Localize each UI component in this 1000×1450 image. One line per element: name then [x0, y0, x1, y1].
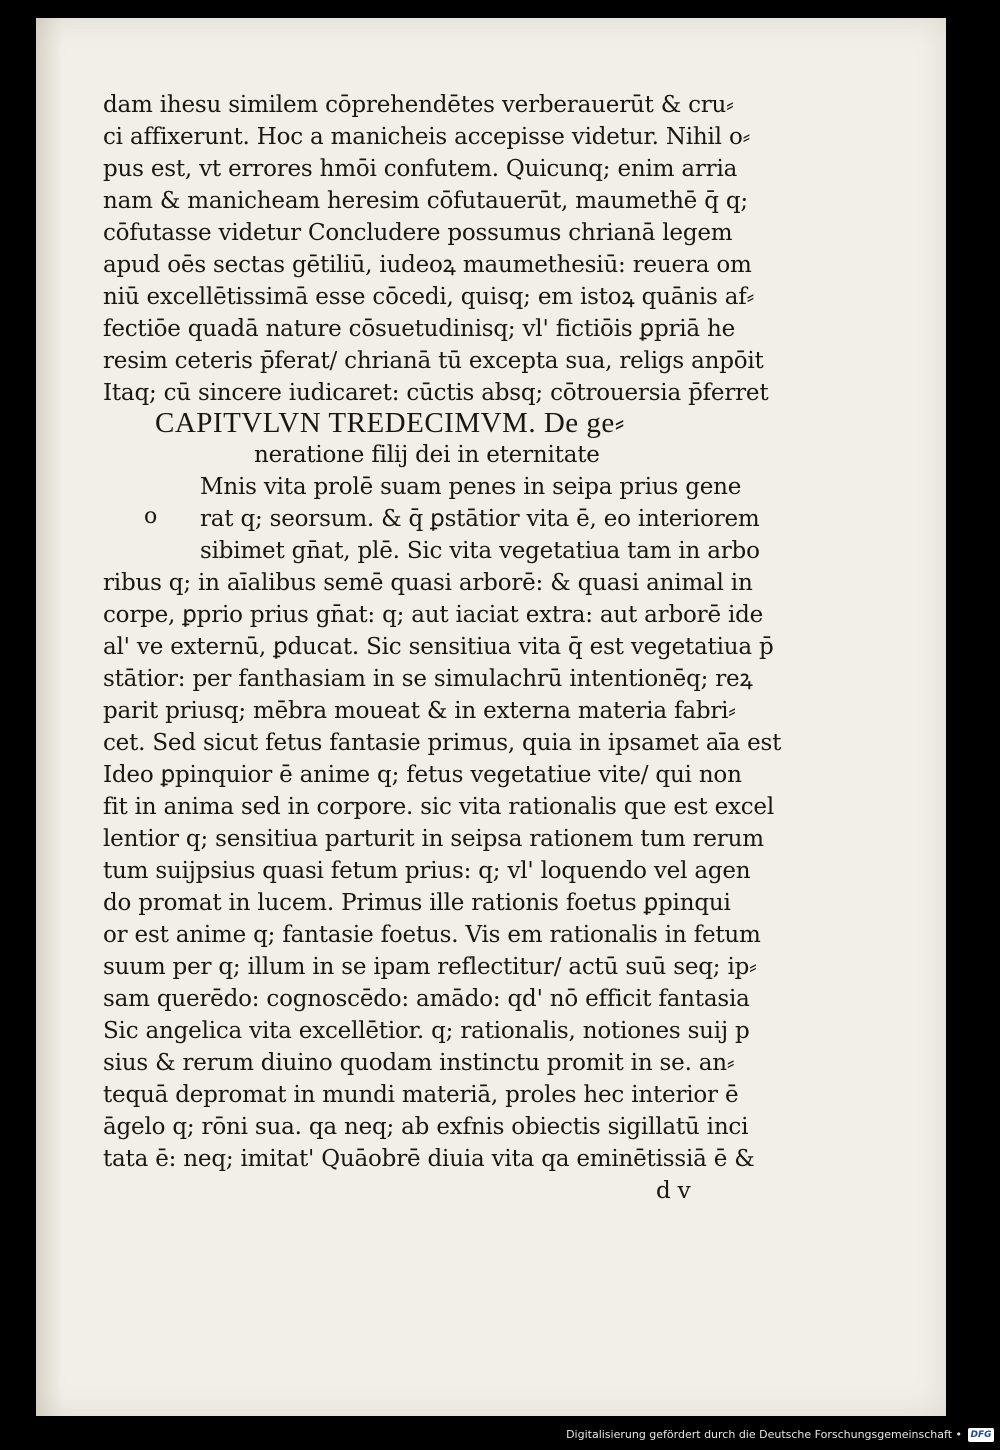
text-line: or est anime q; fantasie foetus. Vis em rationalis in fetum [103, 922, 761, 948]
page-text-block [36, 18, 946, 1416]
text-line: ci affixerunt. Hoc a manicheis accepisse videtur. Nihil o⸗ [103, 124, 751, 150]
text-line: Mnis vita prolē suam penes in seipa prius gene [200, 474, 742, 500]
text-line: nam & manicheam heresim cōfutauerūt, maumethē q̄ q; [103, 188, 748, 214]
text-line: resim ceteris p̄ferat/ chrianā tū excepta sua, religs anpōit [103, 348, 764, 374]
text-line: dam ihesu similem cōprehendētes verberauerūt & cru⸗ [103, 92, 734, 118]
text-line: fectiōe quadā nature cōsuetudinisq; vl' fictiōis ꝑpriā he [103, 316, 736, 342]
text-line: Sic angelica vita excellētior. q; rationalis, notiones suij p [103, 1018, 750, 1044]
dfg-logo-text: DFG [970, 1430, 992, 1440]
dfg-logo-icon [968, 1428, 994, 1442]
text-line: fit in anima sed in corpore. sic vita rationalis que est excel [103, 794, 774, 820]
footer-bar [0, 1424, 1000, 1450]
text-line: apud oēs sectas gētiliū, iudeoꝝ maumethesiū: reuera om [103, 252, 752, 278]
text-line: rat q; seorsum. & q̄ ꝑstātior vita ē, eo interiorem [200, 506, 760, 532]
text-line: Ideo ꝑpinquior ē anime q; fetus vegetatiue vite/ qui non [103, 762, 742, 788]
text-line: pus est, vt errores hmōi confutem. Quicunq; enim arria [103, 156, 738, 182]
text-line: sibimet gn̄at, plē. Sic vita vegetatiua tam in arbo [200, 538, 760, 564]
text-line: sam querēdo: cognoscēdo: amādo: qd' nō efficit fantasia [103, 986, 750, 1012]
book-page [36, 18, 946, 1416]
text-line: ribus q; in aīalibus semē quasi arborē: & quasi animal in [103, 570, 753, 596]
text-line: lentior q; sensitiua parturit in seipsa rationem tum rerum [103, 826, 764, 852]
text-line: al' ve externū, ꝑducat. Sic sensitiua vita q̄ est vegetatiua p̄ [103, 634, 774, 660]
text-line: suum per q; illum in se ipam reflectitur/ actū suū seq; ip⸗ [103, 954, 757, 980]
signature-mark: d v [656, 1178, 691, 1204]
chapter-heading: CAPITVLVN TREDECIMVM. De ge⸗ [155, 407, 625, 439]
text-line: tum suijpsius quasi fetum prius: q; vl' loquendo vel agen [103, 858, 751, 884]
text-line: niū excellētissimā esse cōcedi, quisq; em istoꝝ quānis af⸗ [103, 284, 755, 310]
text-line: Itaq; cū sincere iudicaret: cūctis absq; cōtrouersia p̄ferret [103, 380, 769, 406]
initial-guide-letter: o [144, 504, 158, 529]
text-line: sius & rerum diuino quodam instinctu promit in se. an⸗ [103, 1050, 735, 1076]
text-line: parit priusq; mēbra moueat & in externa materia fabri⸗ [103, 698, 736, 724]
text-line: tequā depromat in mundi materiā, proles hec interior ē [103, 1082, 739, 1108]
footer-credit: Digitalisierung gefördert durch die Deutsche Forschungsgemeinschaft • [566, 1428, 962, 1441]
text-line: cōfutasse videtur Concludere possumus chrianā legem [103, 220, 733, 246]
text-line: do promat in lucem. Primus ille rationis foetus ꝑpinqui [103, 890, 731, 916]
text-line: cet. Sed sicut fetus fantasie primus, quia in ipsamet aīa est [103, 730, 782, 756]
chapter-heading-continuation: neratione filij dei in eternitate [254, 442, 600, 468]
text-line: tata ē: neq; imitat' Quāobrē diuia vita qa eminētissiā ē & [103, 1146, 755, 1172]
text-line: āgelo q; rōni sua. qa neq; ab exfnis obiectis sigillatū inci [103, 1114, 749, 1140]
text-line: stātior: per fanthasiam in se simulachrū intentionēq; reꝝ [103, 666, 753, 692]
text-line: corpe, ꝑprio prius gn̄at: q; aut iaciat extra: aut arborē ide [103, 602, 764, 628]
